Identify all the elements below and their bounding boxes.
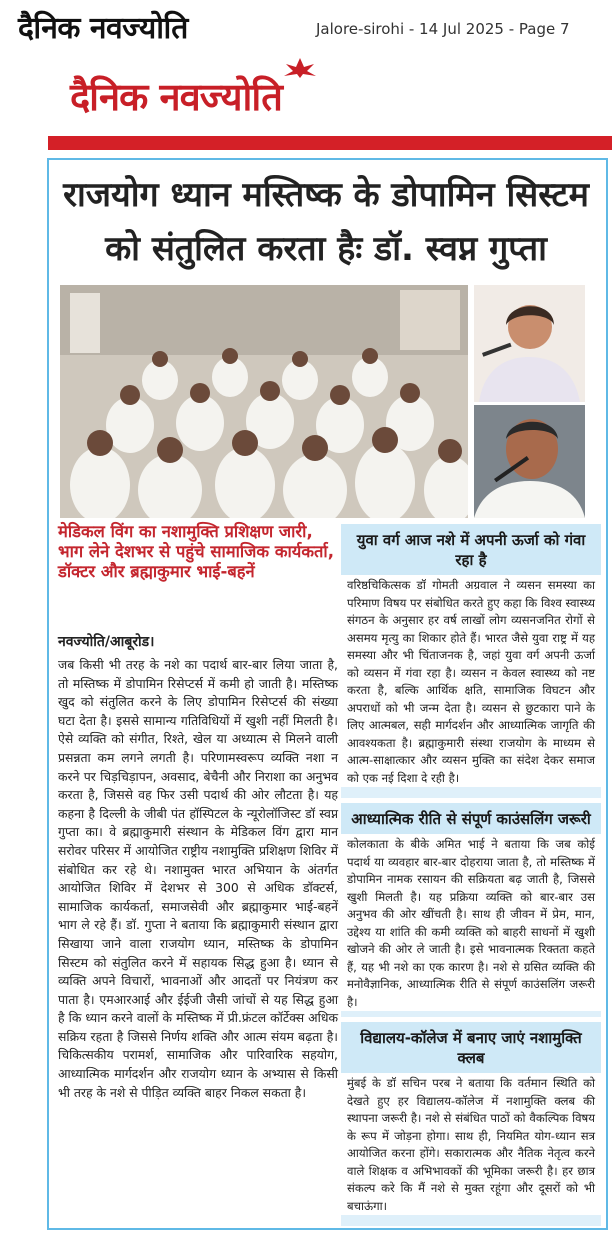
sidebar-text: मुंबई के डॉ सचिन परब ने बताया कि वर्तमान स्थिति को देखते हुए हर विद्यालय-कॉलेज में नशामुक्ति क्लब की स्थापना जरूरी है। नशे से संबंधित पाठों को वैकल्पिक विषय के रूप में जोड़ना होगा। साथ ही, नियमित योग-ध्यान सत्र आयोजित करना होंगे। सकारात्मक और नैतिक नेतृत्व करने वाले शिक्षक व अभिभावकों की भूमिका जरूरी है। हर छात्र संकल्प करे कि मैं नशे से मुक्त रहूंगा और दूसरों को भी बचाऊंगा। (341, 1073, 601, 1215)
newspaper-logo (70, 58, 400, 120)
article-subheadline: मेडिकल विंग का नशामुक्ति प्रशिक्षण जारी, भाग लेने देशभर से पहुंचे सामाजिक कार्यकर्ता, डॉक्टर और ब्रह्माकुमार भाई-बहनें (58, 522, 334, 581)
sidebar-heading: आध्यात्मिक रीति से संपूर्ण काउंसलिंग जरूरी (341, 803, 601, 834)
speaker-woman-image (474, 285, 585, 402)
sidebar-heading: विद्यालय-कॉलेज में बनाए जाएं नशामुक्ति क्लब (341, 1022, 601, 1073)
speaker-photo-man (474, 405, 585, 518)
audience-photo (60, 285, 468, 518)
edition-line: Jalore-sirohi - 14 Jul 2025 - Page 7 (316, 20, 570, 38)
sidebar-box (341, 524, 601, 798)
speaker-photo-woman (474, 285, 585, 402)
article-byline: नवज्योति/आबूरोड। (58, 634, 155, 650)
sidebar-box (341, 803, 601, 1017)
masthead: दैनिक नवज्योति (18, 11, 188, 46)
sidebar-heading: युवा वर्ग आज नशे में अपनी ऊर्जा को गंवा रहा है (341, 524, 601, 575)
article-body: जब किसी भी तरह के नशे का पदार्थ बार-बार लिया जाता है, तो मस्तिष्क में डोपामिन रिसेप्टर्स में कमी हो जाती है। मस्तिष्क खुद को संतुलित करने के लिए डोपामिन रिसेप्टर्स की संख्या घटा देता है। इससे सामान्य गतिविधियों में खुशी नहीं मिलती है। ऐसे व्यक्ति को संगीत, रिश्ते, खेल या अध्यात्म से मिलने वाली प्रसन्नता कम लगने लगती है। परिणामस्वरूप व्यक्ति नशा न करने पर चिड़चिड़ापन, अवसाद, बेचैनी और निराशा का अनुभव करता है, जिससे वह फिर उसी पदार्थ की ओर लौटता है। यह कहना है दिल्ली के जीबी पंत हॉस्पिटल के न्यूरोलॉजिस्ट डॉ स्वप्न गुप्ता का। वे ब्रह्माकुमारी संस्थान के मेडिकल विंग द्वारा मान सरोवर परिसर में आयोजित राष्ट्रीय नशामुक्ति प्रशिक्षण शिविर में संबोधित कर रहे थे। नशामुक्त भारत अभियान के अंतर्गत आयोजित शिविर में देशभर से 300 से अधिक डॉक्टर्स, सामाजिक कार्यकर्ता, समाजसेवी और ब्रह्माकुमार भाई-बहनें भाग ले रहे हैं। डॉ. गुप्ता ने बताया कि ब्रह्माकुमारी संस्थान द्वारा सिखाया जाने वाला राजयोग ध्यान, मस्तिष्क के डोपामिन सिस्टम को संतुलित करने में सहायक सिद्ध हुआ है। ध्यान से व्यक्ति अपने विचारों, भावनाओं और आदतों पर नियंत्रण कर पाता है। एमआरआई और ईईजी जैसी जांचों से यह सिद्ध हुआ है कि ध्यान करने वालों के मस्तिष्क में प्री.फ्रंटल कॉर्टेक्स अधिक सक्रिय रहता है जिससे निर्णय शक्ति और आत्म संयम बढ़ता है। चिकित्सकीय परामर्श, सामाजिक और पारिवारिक सहयोग, आध्यात्मिक मार्गदर्शन और राजयोग ध्यान के अभ्यास से किसी भी तरह के नशे से पीड़ित व्यक्ति बाहर निकल सकता है। (58, 657, 338, 1100)
logo-text: दैनिक नवज्योति (70, 75, 282, 119)
sidebar-box (341, 1022, 601, 1226)
sidebar-text: वरिष्ठचिकित्सक डॉ गोमती अग्रवाल ने व्यसन समस्या का परिमाण विषय पर संबोधित करते हुए कहा कि विश्व स्वास्थ्य संगठन के अनुसार हर वर्ष लाखों लोग व्यसनजनित रोगों से असमय मृत्यु का शिकार होते हैं। भारत जैसे युवा राष्ट्र में यह समस्या और भी चिंताजनक है, जहां युवा वर्ग अपनी ऊर्जा को व्यसन में गंवा रहा है। व्यसन न केवल स्वास्थ्य को नष्ट करता है, बल्कि आर्थिक क्षति, सामाजिक विघटन और अपराधों को भी जन्म देता है। व्यसन से छुटकारा पाने के लिए आत्मबल, सही मार्गदर्शन और आध्यात्मिक जागृति की आवश्यकता है। ब्रह्माकुमारी संस्था राजयोग के माध्यम से आत्म-साक्षात्कार और व्यसन मुक्ति का संदेश देकर समाज को एक नई दिशा दे रही है। (341, 575, 601, 787)
header-divider (48, 136, 612, 150)
audience-image (60, 285, 468, 518)
sidebar-text: कोलकाता के बीके अमित भाई ने बताया कि जब कोई पदार्थ या व्यवहार बार-बार दोहराया जाता है, तो मस्तिष्क में डोपामिन नामक रसायन की सक्रियता बढ़ जाती है, जिससे खुशी मिलती है। यह प्रक्रिया व्यक्ति को बार-बार उस अनुभव की ओर खींचती है। साथ ही जीवन में प्रेम, मान, उद्देश्य या शांति की कमी व्यक्ति को बाहरी साधनों में खुशी खोजने की ओर ले जाती है। इसे भावनात्मक रिक्तता कहते हैं, यह भी नशे का एक कारण है। नशे से ग्रसित व्यक्ति की मनोवैज्ञानिक, आध्यात्मिक रीति से संपूर्ण काउंसलिंग जरूरी है। (341, 834, 601, 1011)
page-title: राजयोग ध्यान मस्तिष्क के डोपामिन सिस्टम को संतुलित करता हैः डॉ. स्वप्न गुप्ता (63, 175, 589, 269)
speaker-man-image (474, 405, 585, 518)
